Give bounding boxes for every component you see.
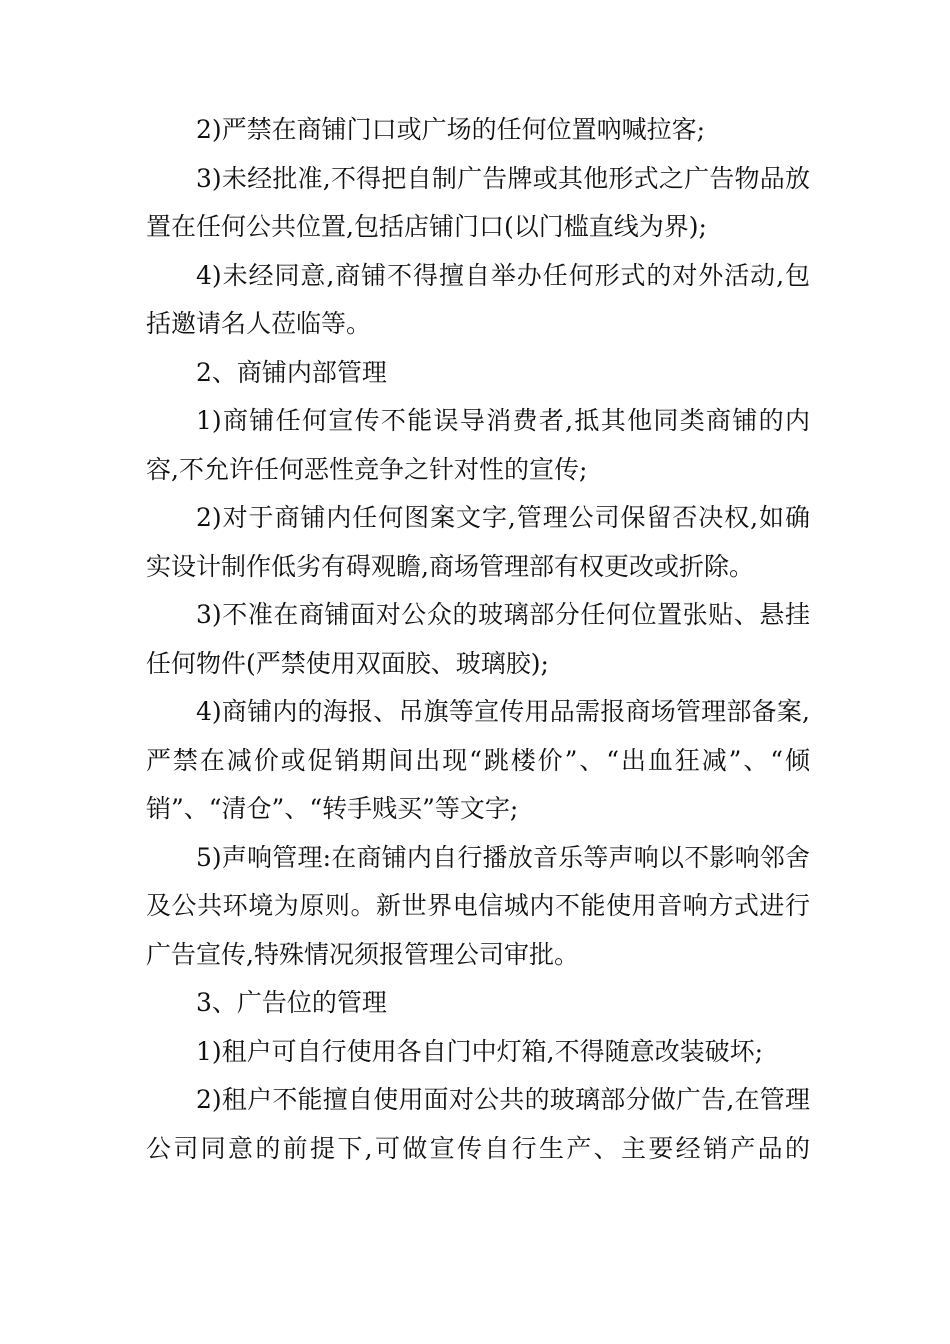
paragraph-no-external-events: 4)未经同意,商铺不得擅自举办任何形式的对外活动,包括邀请名人莅临等。 [146,260,810,338]
paragraph-poster-filing: 4)商铺内的海报、吊旗等宣传用品需报商场管理部备案,严禁在减价或促销期间出现“跳楼价”、“出血狂减”、“倾销”、“清仓”、“转手贱买”等文字; [146,697,810,823]
paragraph-lightbox-use: 1)租户可自行使用各自门中灯箱,不得随意改装破坏; [196,1036,764,1066]
paragraph-veto-right: 2)对于商铺内任何图案文字,管理公司保留否决权,如确实设计制作低劣有碍观瞻,商场管理部有权更改或折除。 [146,503,810,581]
paragraph-glass-advertising: 2)租户不能擅自使用面对公共的玻璃部分做广告,在管理公司同意的前提下,可做宣传自行生产、主要经销产品的 [146,1085,810,1163]
section-heading-internal-management: 2、商铺内部管理 [196,357,387,387]
document-body [146,106,810,1173]
paragraph-no-shouting: 2)严禁在商铺门口或广场的任何位置吶喊拉客; [196,115,706,144]
paragraph-no-signboards: 3)未经批准,不得把自制广告牌或其他形式之广告物品放置在任何公共位置,包括店铺门口(以门槛直线为界); [146,163,810,241]
paragraph-sound-management: 5)声响管理:在商铺内自行播放音乐等声响以不影响邻舍及公共环境为原则。新世界电信城内不能使用音响方式进行广告宣传,特殊情况须报管理公司审批。 [146,842,810,969]
section-heading-ad-space-management: 3、广告位的管理 [196,988,387,1017]
paragraph-no-misleading-ads: 1)商铺任何宣传不能误导消费者,抵其他同类商铺的内容,不允许任何恶性竞争之针对性的宣传; [146,406,810,484]
paragraph-no-glass-posting: 3)不准在商铺面对公众的玻璃部分任何位置张贴、悬挂任何物件(严禁使用双面胶、玻璃胶); [146,600,810,678]
